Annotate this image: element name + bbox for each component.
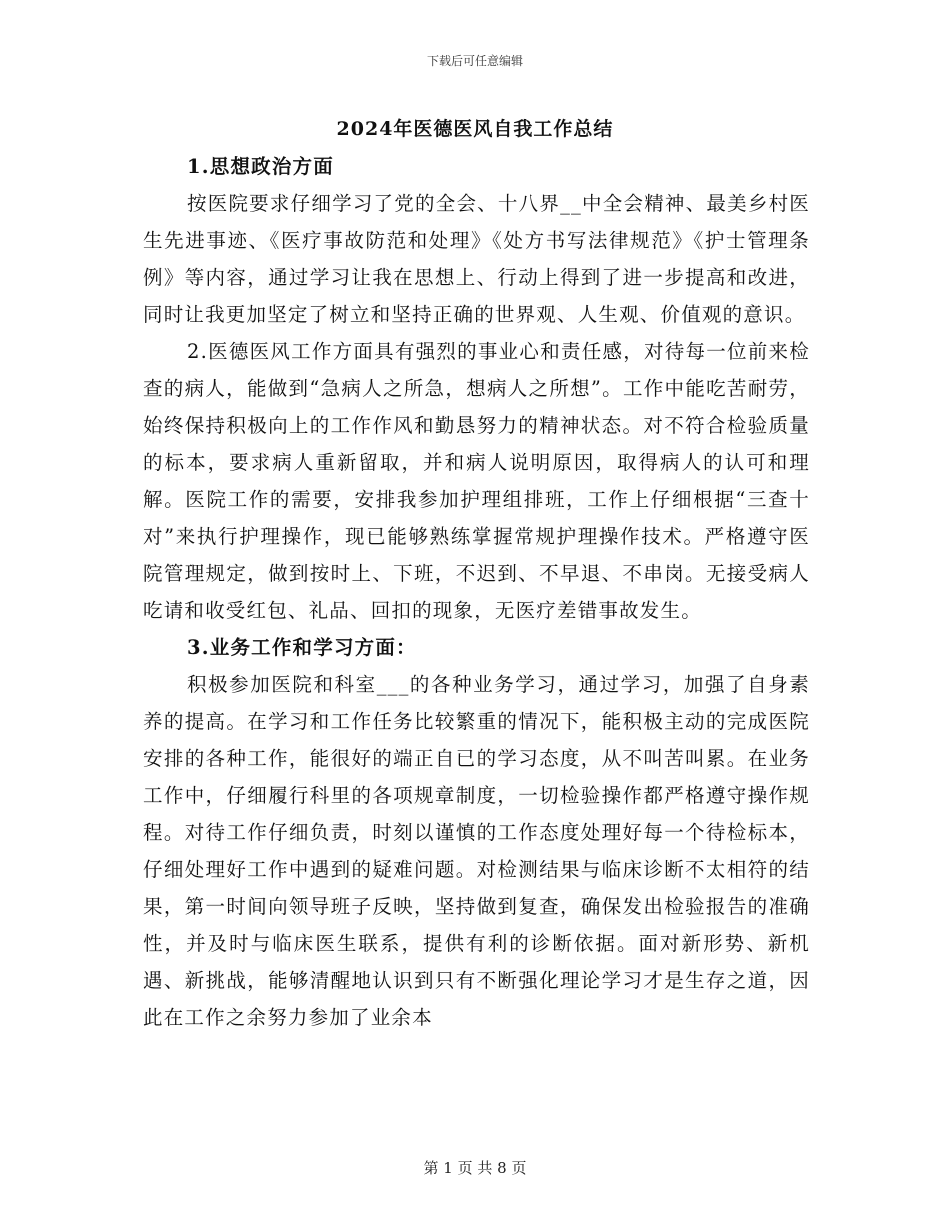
page-header-note: 下载后可任意编辑 [426,54,523,68]
document-title: 2024年医德医风自我工作总结 [336,118,614,140]
section-2-paragraph: 2.医德医风工作方面具有强烈的事业心和责任感，对待每一位前来检查的病人，能做到“急病人之所急，想病人之所想”。工作中能吃苦耐劳，始终保持积极向上的工作作风和勤恳努力的精神状态。对不符合检验质量的标本，要求病人重新留取，并和病人说明原因，取得病人的认可和理解。医院工作的需要，安排我参加护理组排班，工作上仔细根据“三查十对”来执行护理操作，现已能够熟练掌握常规护理操作技术。严格遵守医院管理规定，做到按时上、下班，不迟到、不早退、不串岗。无接受病人吃请和收受红包、礼品、回扣的现象，无医疗差错事故发生。 [143,340,810,622]
section-3-heading: 3.业务工作和学习方面： [187,636,417,659]
page-number-footer: 第 1 页 共 8 页 [423,1159,527,1177]
section-1-paragraph: 按医院要求仔细学习了党的全会、十八界__中全会精神、最美乡村医生先进事迹、《医疗事故防范和处理》《处方书写法律规范》《护士管理条例》等内容，通过学习让我在思想上、行动上得到了进一步提高和改进，同时让我更加坚定了树立和坚持正确的世界观、人生观、价值观的意识。 [143,192,810,326]
document-body [143,148,810,1036]
section-3-paragraph: 积极参加医院和科室___的各种业务学习，通过学习，加强了自身素养的提高。在学习和工作任务比较繁重的情况下，能积极主动的完成医院安排的各种工作，能很好的端正自已的学习态度，从不叫苦叫累。在业务工作中，仔细履行科里的各项规章制度，一切检验操作都严格遵守操作规程。对待工作仔细负责，时刻以谨慎的工作态度处理好每一个待检标本，仔细处理好工作中遇到的疑难问题。对检测结果与临床诊断不太相符的结果，第一时间向领导班子反映，坚持做到复查，确保发出检验报告的准确性，并及时与临床医生联系，提供有利的诊断依据。面对新形势、新机遇、新挑战，能够清醒地认识到只有不断强化理论学习才是生存之道，因此在工作之余努力参加了业余本 [143,673,810,1029]
section-1-heading: 1.思想政治方面 [187,155,334,178]
